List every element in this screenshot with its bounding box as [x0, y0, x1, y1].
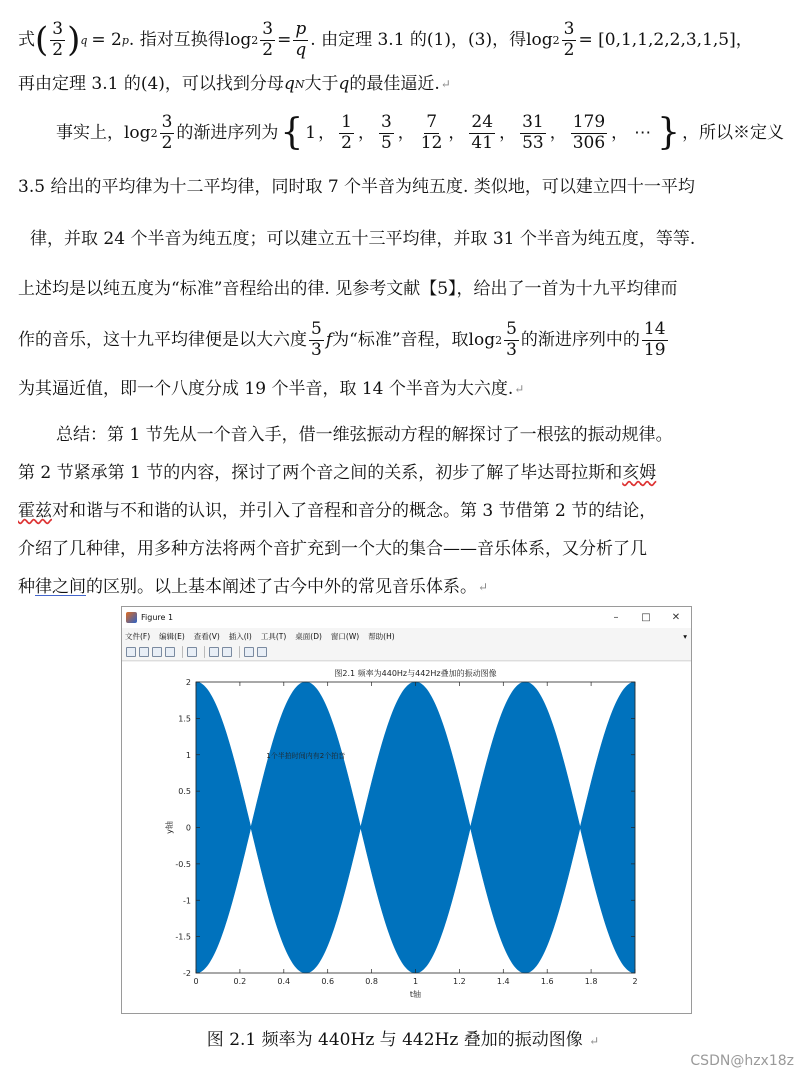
text-line-4	[18, 176, 798, 198]
window-controls	[601, 612, 691, 623]
text-span: 再由定理 3.1 的(4)，可以找到分母	[18, 73, 284, 94]
y-axis-label: y轴	[165, 821, 174, 834]
paren-right: )	[67, 20, 81, 60]
save-icon[interactable]	[152, 647, 162, 657]
link-plot-icon[interactable]	[187, 647, 197, 657]
text-span: 对和谐与不和谐的认识，并引入了音程和音分的概念。第 3 节借第 2 节的结论，	[52, 500, 657, 521]
x-tick-label: 0.6	[321, 977, 335, 986]
plot-area[interactable]	[122, 662, 691, 1013]
open-file-icon[interactable]	[139, 647, 149, 657]
subscript: N	[294, 77, 305, 91]
x-tick-label: 1	[412, 977, 419, 986]
figure-window[interactable]	[121, 606, 692, 1014]
x-axis-label: t轴	[409, 990, 422, 999]
paren-left: (	[35, 20, 49, 60]
text-span: = 2	[91, 29, 122, 50]
chart-title: 图2.1 频率为440Hz与442Hz叠加的振动图像	[334, 669, 497, 678]
print-icon[interactable]	[165, 647, 175, 657]
x-tick-label: 1.8	[584, 977, 598, 986]
y-tick-label: 1	[185, 750, 191, 760]
pointer-icon[interactable]	[244, 647, 254, 657]
watermark: CSDN@hzx18z	[690, 1053, 794, 1069]
log-symbol: log	[224, 29, 252, 50]
fraction: $\frac{3}{2}$	[563, 18, 575, 60]
sequence-term: $\frac{1}{2}$ ，	[341, 111, 375, 153]
figure-titlebar[interactable]	[122, 607, 691, 628]
y-tick-label: 0	[185, 823, 191, 833]
y-tick-label: -1	[183, 896, 191, 906]
menu-view[interactable]: 查看(V)	[193, 631, 220, 641]
return-mark: ↵	[440, 77, 451, 91]
toolbar-separator	[182, 646, 183, 658]
text-span: 为“标准”音程，取	[332, 329, 469, 350]
spellcheck-text: 霍兹	[18, 500, 52, 521]
text-line-7	[18, 314, 798, 366]
text-span: 介绍了几种律，用多种方法将两个音扩充到一个大的集合——音乐体系，又分析了几	[18, 538, 647, 559]
menu-window[interactable]: 窗口(W)	[330, 631, 360, 641]
close-button[interactable]: ✕	[671, 612, 681, 623]
menu-tools[interactable]: 工具(T)	[260, 631, 287, 641]
math-var: q	[338, 73, 350, 94]
text-line-6	[18, 278, 798, 300]
chart-annotation: 1个半拍时间内有2个拍音	[266, 751, 346, 760]
x-tick-label: 2	[632, 977, 638, 986]
text-span: 律，并取 24 个半音为纯五度；可以建立五十三平均律，并取 31 个半音为纯五度，等等.	[30, 228, 696, 249]
y-tick-label: -1.5	[175, 932, 191, 942]
maximize-button[interactable]: □	[641, 612, 651, 623]
x-tick-label: 0.4	[277, 977, 291, 986]
minimize-button[interactable]: –	[613, 612, 619, 623]
text-line-2	[18, 70, 798, 98]
sequence-term: $\frac{31}{53}$ ，	[522, 111, 567, 153]
toolbar-separator	[204, 646, 205, 658]
log-symbol: log	[124, 122, 151, 143]
summary-line-2	[18, 462, 798, 484]
math-var: f	[325, 329, 333, 350]
caption-text: 图 2.1 频率为 440Hz 与 442Hz 叠加的振动图像	[206, 1030, 583, 1050]
text-span: 种	[18, 576, 35, 597]
text-span: 事实上，	[56, 122, 124, 143]
text-span: 为其逼近值，即一个八度分成 19 个半音，取 14 个半音为大六度.	[18, 378, 514, 399]
text-span: 的区别。以上基本阐述了古今中外的常见音乐体系。	[86, 576, 477, 597]
menu-file[interactable]: 文件(F)	[125, 631, 151, 641]
log-symbol: log	[468, 329, 496, 350]
menu-desktop[interactable]: 桌面(D)	[295, 631, 322, 641]
brace-left: {	[280, 112, 304, 153]
toolbar-separator	[239, 646, 240, 658]
subscript: 2	[150, 126, 158, 140]
x-tick-label: 0.8	[365, 977, 378, 986]
text-span: 的最佳逼近.	[349, 73, 440, 94]
x-tick-label: 0	[193, 977, 199, 986]
fraction: $\frac{3}{2}$	[262, 18, 274, 60]
text-span: . 由定理 3.1 的(1)，(3)，得	[310, 29, 527, 50]
summary-line-5	[18, 576, 798, 598]
property-editor-icon[interactable]	[257, 647, 267, 657]
return-mark: ↵	[589, 1034, 600, 1048]
text-span: 大于	[304, 73, 339, 94]
y-tick-label: -2	[183, 969, 191, 978]
x-tick-label: 1.6	[540, 977, 554, 986]
fraction: $\frac{5}{3}$	[311, 318, 322, 360]
text-span: 的渐进序列中的	[520, 329, 640, 350]
text-span: =	[277, 29, 292, 50]
sequence-term: $\frac{24}{41}$ ，	[471, 111, 517, 153]
colorbar-icon[interactable]	[209, 647, 219, 657]
spellcheck-text: 亥姆	[622, 462, 657, 483]
x-tick-label: 0.2	[233, 977, 247, 986]
text-span: 式	[18, 29, 35, 50]
text-span: . 指对互换得	[128, 29, 225, 50]
y-tick-label: 0.5	[178, 787, 191, 797]
text-span: 的渐进序列为	[176, 122, 279, 143]
superscript: p	[121, 33, 129, 47]
x-tick-label: 1.4	[496, 977, 510, 986]
matlab-logo-icon	[126, 612, 137, 623]
figure-toolbar	[122, 644, 691, 661]
subscript: 2	[495, 333, 503, 347]
chevron-down-icon[interactable]: ▾	[683, 631, 687, 641]
summary-line-3	[18, 500, 798, 522]
text-span: ，所以※定义	[682, 122, 785, 143]
sequence-term: $\frac{3}{5}$ ，	[380, 111, 415, 153]
text-line-1	[18, 14, 798, 66]
grammar-text: 律之间	[35, 576, 86, 597]
sequence-term: $\frac{7}{12}$ ，	[420, 111, 466, 153]
text-span: 3.5 给出的平均律为十二平均律，同时取 7 个半音为纯五度. 类似地，可以建立四十一平均	[18, 176, 695, 197]
return-mark: ↵	[478, 580, 489, 594]
figure-caption	[0, 1025, 806, 1050]
fraction: $\frac{3}{2}$	[161, 111, 173, 153]
subscript: 2	[251, 33, 259, 47]
figure-title: Figure 1	[141, 613, 174, 622]
log-symbol: log	[526, 29, 553, 50]
summary-line-1	[56, 424, 798, 446]
fraction: $\frac{p}{q}$	[295, 18, 307, 60]
text-span: 总结：第 1 节先从一个音入手，借一维弦振动方程的解探讨了一根弦的振动规律。	[56, 424, 673, 445]
y-tick-label: 1.5	[178, 714, 191, 724]
sequence-term: 1 ，	[305, 122, 336, 143]
summary-line-4	[18, 538, 798, 560]
ellipsis: ⋯	[634, 122, 652, 143]
menu-help[interactable]: 帮助(H)	[368, 631, 395, 641]
subscript: 2	[552, 33, 560, 47]
new-figure-icon[interactable]	[126, 647, 136, 657]
figure-menubar	[122, 628, 691, 644]
fraction: $\frac{14}{19}$	[643, 318, 666, 360]
text-span: = [0,1,1,2,2,3,1,5]，	[578, 29, 753, 50]
y-tick-label: -0.5	[175, 859, 191, 869]
text-line-8	[18, 378, 798, 400]
math-var: q	[283, 73, 295, 94]
convergent-sequence	[305, 113, 630, 153]
superscript: q	[80, 33, 88, 47]
text-span: 第 2 节紧承第 1 节的内容，探讨了两个音之间的关系，初步了解了毕达哥拉斯和	[18, 462, 623, 483]
return-mark: ↵	[514, 382, 525, 396]
legend-icon[interactable]	[222, 647, 232, 657]
menu-insert[interactable]: 插入(I)	[228, 631, 252, 641]
text-line-5	[30, 228, 798, 250]
x-tick-label: 1.2	[453, 977, 466, 986]
text-span: 作的音乐，这十九平均律便是以大六度	[18, 329, 307, 350]
fraction: $\frac{3}{2}$	[52, 18, 64, 60]
sequence-term: $\frac{179}{306}$ ，	[572, 111, 629, 153]
fraction: $\frac{5}{3}$	[506, 318, 517, 360]
text-line-3	[56, 108, 798, 158]
chart-svg[interactable]	[122, 662, 691, 1013]
text-span: 上述均是以纯五度为“标准”音程给出的律. 见参考文献【5】，给出了一首为十九平均律而	[18, 278, 678, 299]
menu-edit[interactable]: 编辑(E)	[159, 631, 185, 641]
brace-right: }	[657, 112, 681, 153]
y-tick-label: 2	[185, 678, 191, 687]
